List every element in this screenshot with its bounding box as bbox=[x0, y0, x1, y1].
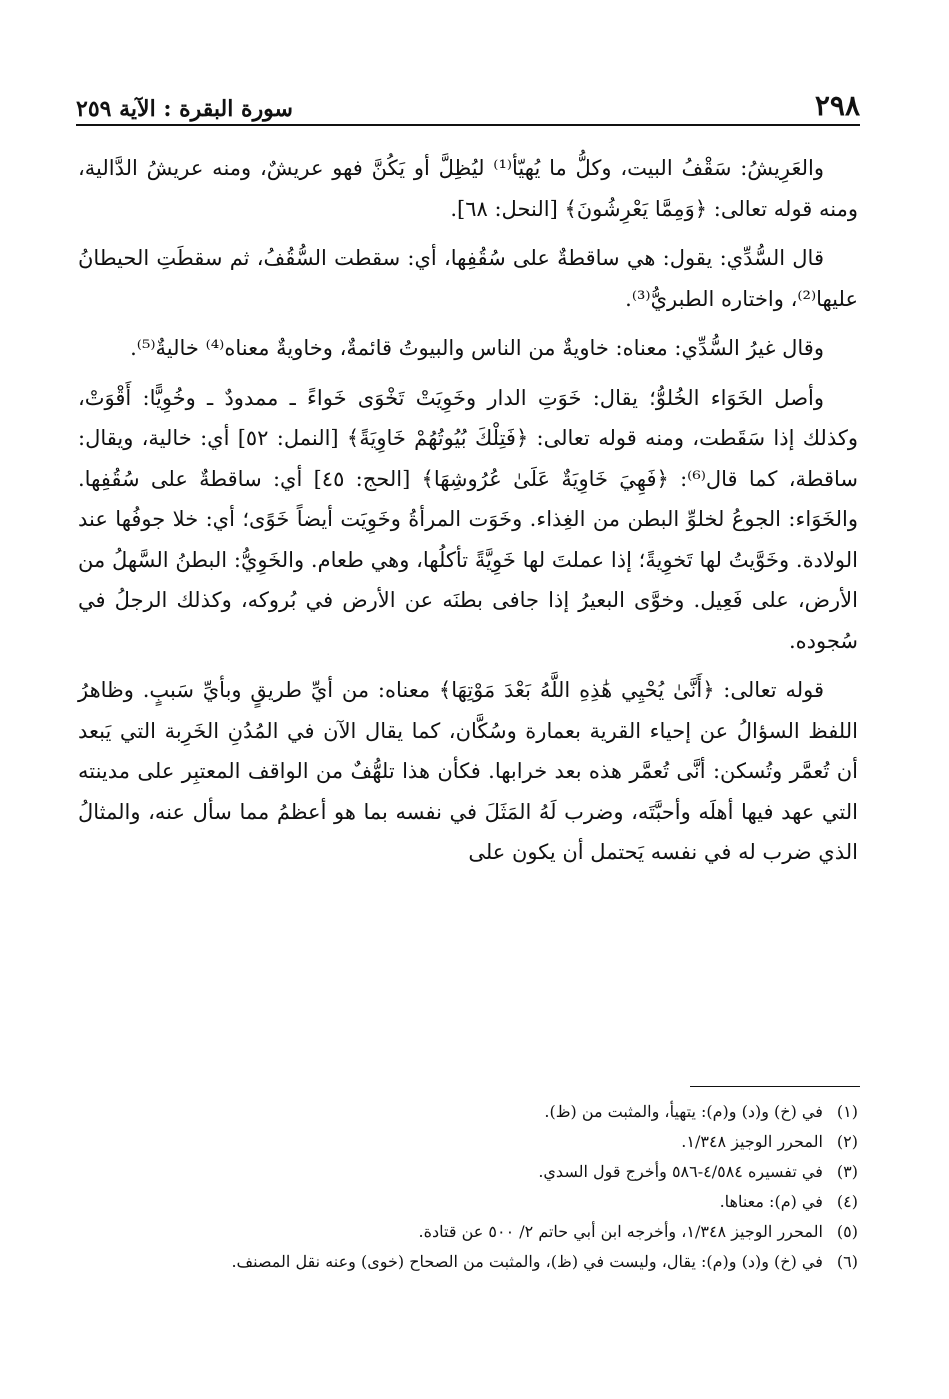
footnote-text: في (خ) و(د) و(م): يتهيأ، والمثبت من (ظ). bbox=[544, 1102, 823, 1121]
paragraph: وأصل الخَوَاء الخُلوُّ؛ يقال: خَوَتِ الدار وخَوِيَتْ تَخْوَى خَواءً ـ ممدودٌ ـ وخُوِيًّا: أَقْوَتْ، وكذلك إذا سَقَطت، ومنه قوله تعالى: ﴿فَتِلْكَ بُيُوتُهُمْ خَاوِيَةً﴾ [النمل: ٥٢] أي: خالية، ويقال: ساقطة، كما قال⁽⁶⁾: ﴿فَهِيَ خَاوِيَةٌ عَلَىٰ عُرُوشِهَا﴾ [الحج: ٤٥] أي: ساقطةٌ على سُقُفِها. والخَوَاء: الجوعُ لخلوِّ البطن من الغِذاء. وخَوَت المرأةُ وخَوِيَت أيضاً خَوًى؛ أي: خلا جوفُها عند الولادة. وخَوَّيتُ لها تَخوِيةً؛ إذا عملتَ لها خَوِيَّةً تأكلُها، وهي طعام. والخَوِيُّ: البطنُ السَّهلُ من الأرض، على فَعِيل. وخوَّى البعيرُ إذا جافى بطنَه عن الأرض في بُروكه، وكذلك الرجلُ في سُجوده. bbox=[78, 385, 858, 653]
footnote bbox=[110, 1247, 858, 1277]
footnote-rule bbox=[690, 1086, 860, 1087]
footnotes bbox=[110, 1097, 858, 1277]
footnote bbox=[110, 1217, 858, 1247]
footnote bbox=[110, 1097, 858, 1127]
paragraph: والعَرِيشُ: سَقْفُ البيت، وكلُّ ما يُهيّأ⁽¹⁾ ليُظِلَّ أو يَكُنَّ فهو عريشٌ، ومنه عريشُ الدَّالية، ومنه قوله تعالى: ﴿وَمِمَّا يَعْرِشُونَ﴾ [النحل: ٦٨]. bbox=[78, 156, 858, 221]
footnote-text: المحرر الوجيز ١/٣٤٨، وأخرجه ابن أبي حاتم ٢/ ٥٠٠ عن قتادة. bbox=[418, 1222, 823, 1241]
footnote-text: في (خ) و(د) و(م): يقال، وليست في (ظ)، والمثبت من الصحاح (خوى) وعنه نقل المصنف. bbox=[231, 1252, 823, 1271]
body-text bbox=[78, 148, 858, 873]
footnote-text: في (م): معناها. bbox=[719, 1192, 823, 1211]
paragraph: قال السُّدِّي: يقول: هي ساقطةٌ على سُقُفِها، أي: سقطت السُّقُفُ، ثم سقطَتِ الحيطانُ عليها⁽²⁾، واختاره الطبريُّ⁽³⁾. bbox=[78, 246, 858, 311]
page-header bbox=[76, 78, 860, 122]
paragraph: وقال غيرُ السُّدِّي: معناه: خاويةٌ من الناس والبيوتُ قائمةٌ، وخاويةٌ معناه⁽⁴⁾ خاليةٌ⁽⁵⁾. bbox=[130, 336, 824, 360]
footnote-text: في تفسيره ٤/٥٨٤-٥٨٦ وأخرج قول السدي. bbox=[538, 1162, 823, 1181]
header-rule bbox=[76, 124, 860, 126]
footnote-number: (٦) bbox=[836, 1252, 858, 1271]
running-head: سورة البقرة : الآية ٢٥٩ bbox=[76, 96, 293, 122]
footnote bbox=[110, 1157, 858, 1187]
footnote-number: (٣) bbox=[836, 1162, 858, 1181]
footnote-text: المحرر الوجيز ١/٣٤٨. bbox=[681, 1132, 823, 1151]
footnote-number: (٢) bbox=[836, 1132, 858, 1151]
page-number: ٢٩٨ bbox=[814, 89, 860, 122]
footnote-number: (٥) bbox=[836, 1222, 858, 1241]
paragraph: قوله تعالى: ﴿أَنَّىٰ يُحْيِي هَٰذِهِ اللَّهُ بَعْدَ مَوْتِهَا﴾ معناه: من أيِّ طريقٍ وبأيِّ سَببٍ. وظاهرُ اللفظ السؤالُ عن إحياء القرية بعمارة وسُكَّان، كما يقال الآن في المُدُنِ الخَرِبة التي يَبعد أن تُعمَّر وتُسكن: أنَّى تُعمَّر هذه بعد خرابها. فكأن هذا تلهُّفٌ من الواقف المعتبِر على مدينته التي عهد فيها أهلَه وأحبَّتَه، وضرب لَهُ المَثَلَ في نفسه بما هو أعظمُ مما سأل عنه، والمثالُ الذي ضرب له في نفسه يَحتمل أن يكون على bbox=[78, 678, 859, 864]
footnote-number: (١) bbox=[836, 1102, 858, 1121]
footnote bbox=[110, 1127, 858, 1157]
footnote-number: (٤) bbox=[836, 1192, 858, 1211]
footnote bbox=[110, 1187, 858, 1217]
